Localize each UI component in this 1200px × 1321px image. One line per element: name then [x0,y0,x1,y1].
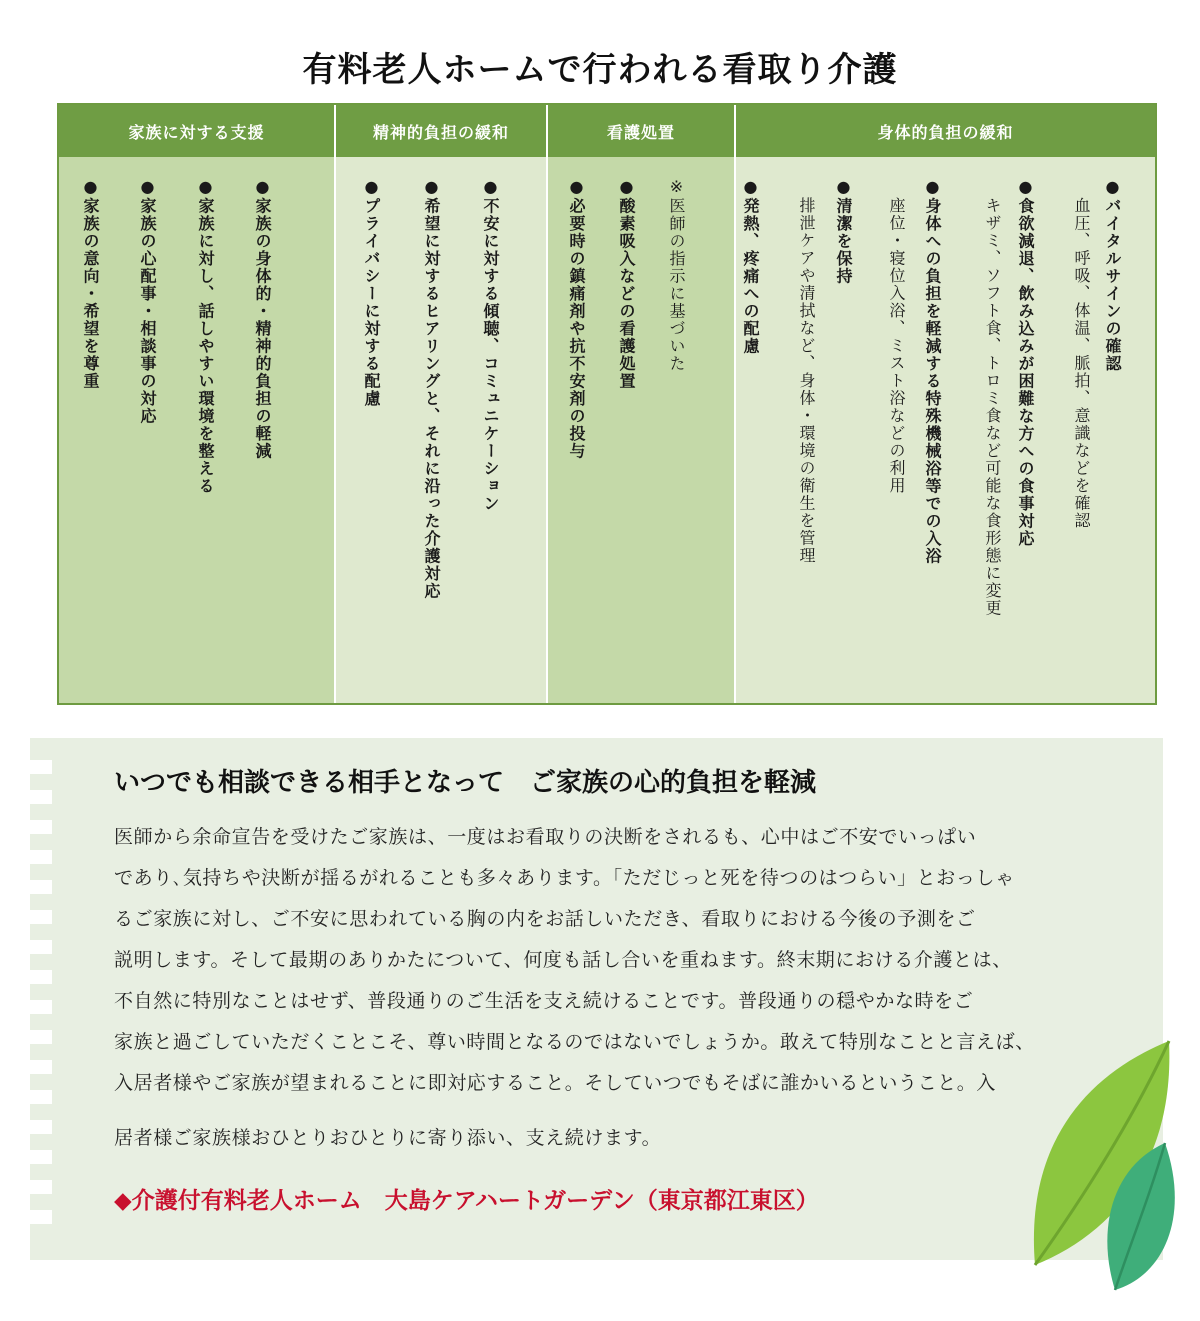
panel-notch [30,1030,52,1044]
column-item: ●家族の心配事・相談事の対応 [138,177,157,425]
column-item: ●プライバシーに対する配慮 [362,177,381,408]
panel-notch [30,1150,52,1164]
column-mental-relief [334,105,546,703]
body-line: であり､気持ちや決断が揺るがれることも多々あります。「ただじっと死を待つのはつらい」とおっしゃ [114,867,1015,889]
column-item: ●家族の身体的・精神的負担の軽減 [253,177,272,460]
panel-notch [30,850,52,864]
panel-notch [30,940,52,954]
column-item: 座位・寝位入浴、ミスト浴などの利用 [887,197,906,495]
body-line: 家族と過ごしていただくことこそ、尊い時間となるのではないでしょうか。敢えて特別なことと言えば、 [114,1031,1035,1053]
column-header: 精神的負担の緩和 [336,105,546,157]
column-item: ●家族の意向・希望を尊重 [81,177,100,390]
body-line: 説明します。そして最期のありかたについて、何度も話し合いを重ねます。終末期における介護とは、 [114,949,1012,971]
column-item: ●身体への負担を軽減する特殊機械浴等での入浴 [923,177,942,565]
column-item: ●食欲減退、飲み込みが困難な方への食事対応 [1016,177,1035,548]
panel-notch [30,1090,52,1104]
body-line: 居者様ご家族様おひとりおひとりに寄り添い、支え続けます。 [114,1127,662,1149]
panel-notch [30,880,52,894]
column-header: 看護処置 [548,105,734,157]
column-item: ●不安に対する傾聴、コミュニケーション [481,177,500,513]
column-item: 血圧、呼吸、体温、脈拍、意識などを確認 [1072,197,1091,530]
panel-notch [30,1120,52,1134]
column-nursing [546,105,734,703]
column-item: ●酸素吸入などの看護処置 [617,177,636,390]
panel-notch [30,910,52,924]
column-item: キザミ、ソフト食、トロミ食など可能な食形態に変更 [983,197,1002,617]
leaf-icon [1015,1035,1200,1300]
panel-notch [30,820,52,834]
column-header: 家族に対する支援 [59,105,334,157]
consultation-panel [30,738,1163,1260]
column-item: ●希望に対するヒアリングと、それに沿った介護対応 [422,177,441,600]
column-item: ●家族に対し、話しやすい環境を整える [196,177,215,495]
column-item: ※医師の指示に基づいた [667,177,686,373]
column-item: ●発熱、疼痛への配慮 [741,177,760,355]
panel-notch [30,1060,52,1074]
panel-notch [30,1180,52,1194]
body-line: 医師から余命宣告を受けたご家族は、一度はお看取りの決断をされるも、心中はご不安でいっぱい [114,826,977,848]
column-physical-relief [734,105,1155,703]
column-item: ●清潔を保持 [834,177,853,285]
panel-notch [30,1210,52,1224]
column-item: ●必要時の鎮痛剤や抗不安剤の投与 [567,177,586,460]
body-line: 入居者様やご家族が望まれることに即対応すること。そしていつでもそばに誰かいるということ。入 [114,1072,997,1094]
column-item: ●バイタルサインの確認 [1103,177,1122,373]
facility-name: ◆介護付有料老人ホーム 大島ケアハートガーデン（東京都江東区） [114,1187,819,1214]
page-title: 有料老人ホームで行われる看取り介護 [302,50,898,90]
panel-notch [30,1000,52,1014]
care-table [57,103,1157,705]
column-item: 排泄ケアや清拭など、身体・環境の衛生を管理 [797,197,816,565]
panel-heading: いつでも相談できる相手となって ご家族の心的負担を軽減 [114,768,817,798]
panel-notch [30,970,52,984]
column-family-support [59,105,334,703]
body-line: るご家族に対し、ご不安に思われている胸の内をお話しいただき、看取りにおける今後の予測をご [114,908,976,930]
body-line: 不自然に特別なことはせず、普段通りのご生活を支え続けることです。普段通りの穏やかな時をご [114,990,974,1012]
panel-notch [30,760,52,774]
panel-notch [30,790,52,804]
column-header: 身体的負担の緩和 [736,105,1155,157]
